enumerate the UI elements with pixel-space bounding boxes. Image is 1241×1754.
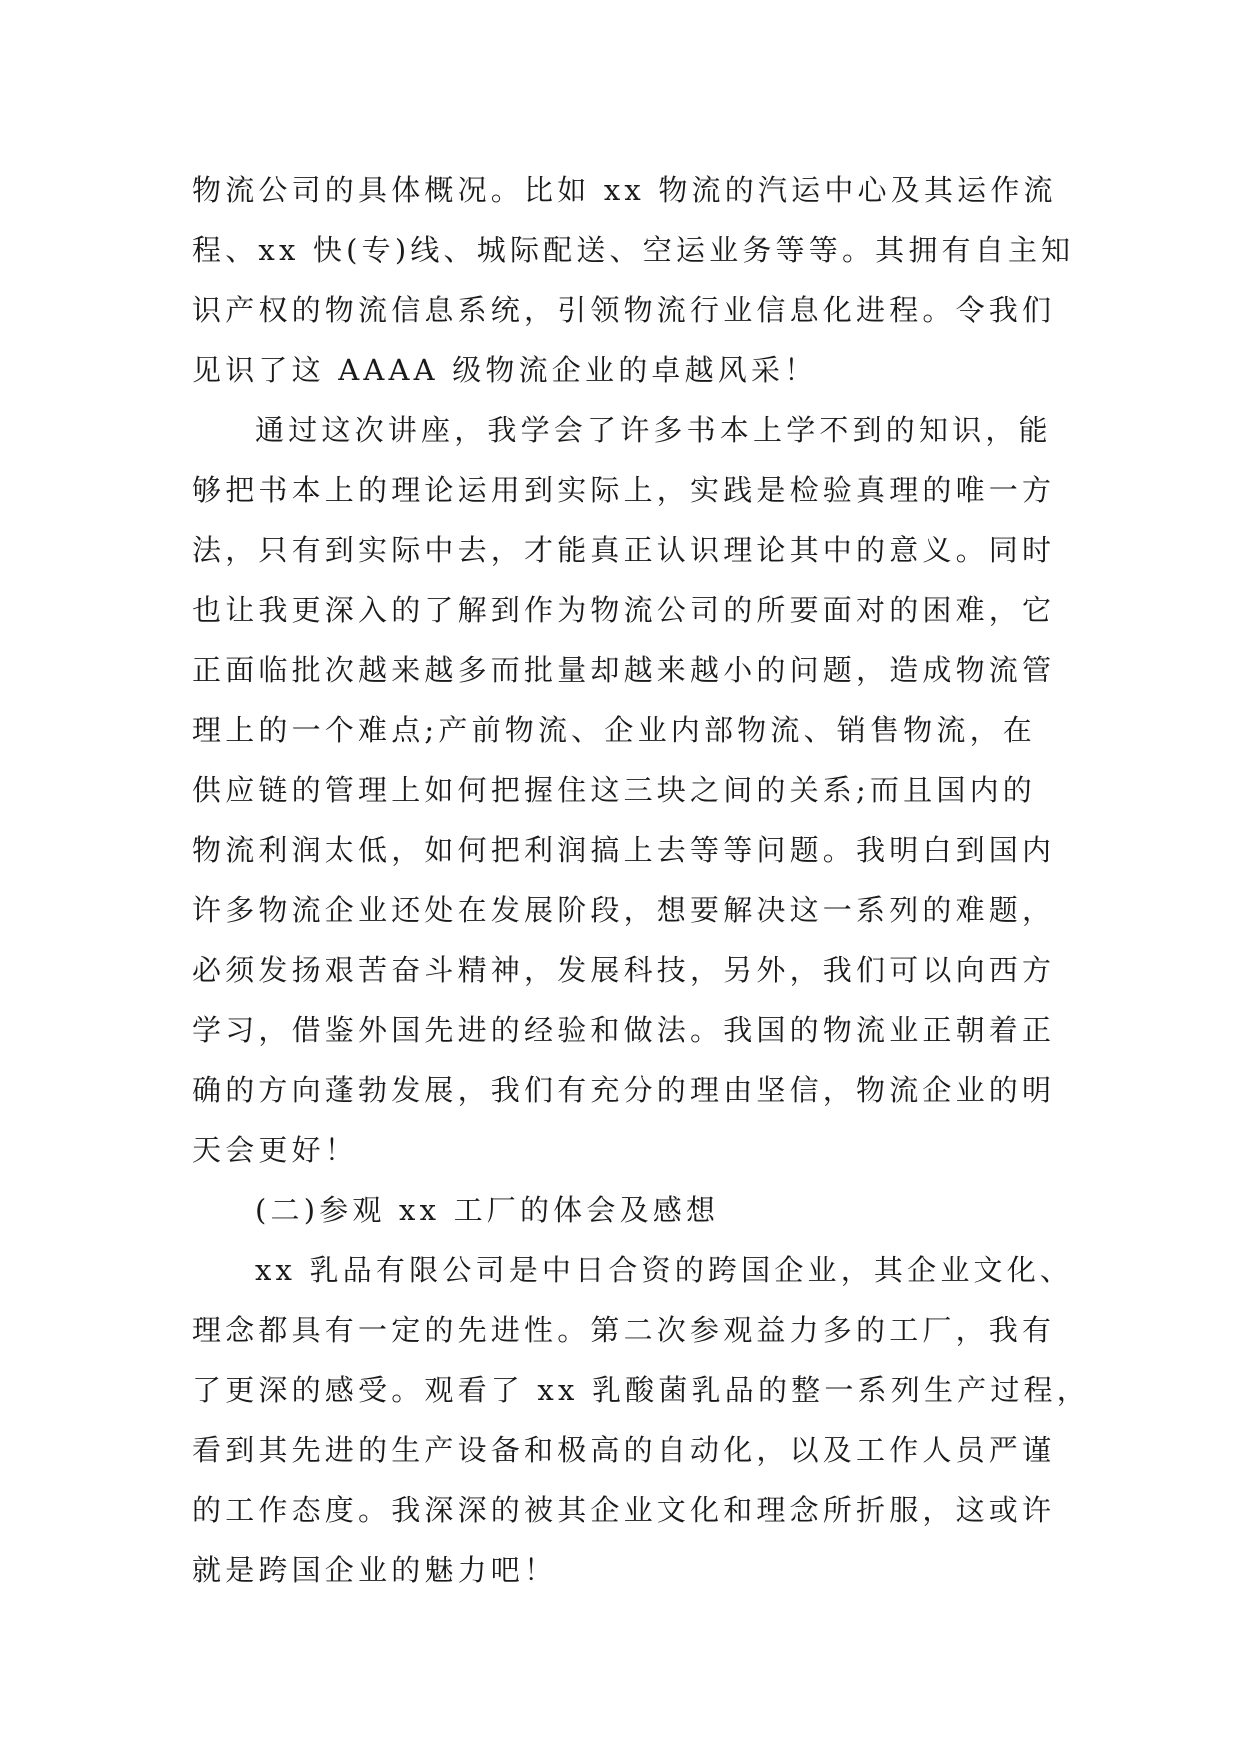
text-line: 的工作态度。我深深的被其企业文化和理念所折服，这或许	[192, 1493, 1056, 1527]
text-line: 供应链的管理上如何把握住这三块之间的关系;而且国内的	[192, 773, 1036, 807]
text-line: 见识了这 AAAA 级物流企业的卓越风采！	[192, 353, 818, 387]
text-line: 看到其先进的生产设备和极高的自动化，以及工作人员严谨	[192, 1433, 1056, 1467]
text-line: 确的方向蓬勃发展，我们有充分的理由坚信，物流企业的明	[192, 1073, 1056, 1107]
text-line: 必须发扬艰苦奋斗精神，发展科技，另外，我们可以向西方	[192, 953, 1056, 987]
text-line: 也让我更深入的了解到作为物流公司的所要面对的困难，它	[192, 593, 1056, 627]
text-line: 够把书本上的理论运用到实际上，实践是检验真理的唯一方	[192, 473, 1056, 507]
text-line: 程、xx 快(专)线、城际配送、空运业务等等。其拥有自主知	[192, 233, 1075, 267]
text-line: 物流公司的具体概况。比如 xx 物流的汽运中心及其运作流	[192, 173, 1057, 207]
text-line: 法，只有到实际中去，才能真正认识理论其中的意义。同时	[192, 533, 1056, 567]
document-body	[192, 160, 1090, 1600]
paragraph-start-line: 通过这次讲座，我学会了许多书本上学不到的知识，能	[255, 413, 1052, 447]
text-line: 物流利润太低，如何把利润搞上去等等问题。我明白到国内	[192, 833, 1056, 867]
section-heading: (二)参观 xx 工厂的体会及感想	[255, 1193, 720, 1227]
text-line: 学习，借鉴外国先进的经验和做法。我国的物流业正朝着正	[192, 1013, 1056, 1047]
text-line: 了更深的感受。观看了 xx 乳酸菌乳品的整一系列生产过程，	[192, 1373, 1090, 1407]
text-line: 正面临批次越来越多而批量却越来越小的问题，造成物流管	[192, 653, 1056, 687]
text-line: 天会更好！	[192, 1133, 359, 1167]
text-line: 理上的一个难点;产前物流、企业内部物流、销售物流，在	[192, 713, 1036, 747]
text-line: 许多物流企业还处在发展阶段，想要解决这一系列的难题，	[192, 893, 1056, 927]
text-line: 识产权的物流信息系统，引领物流行业信息化进程。令我们	[192, 293, 1056, 327]
paragraph-start-line: xx 乳品有限公司是中日合资的跨国企业，其企业文化、	[255, 1253, 1074, 1287]
text-line: 理念都具有一定的先进性。第二次参观益力多的工厂，我有	[192, 1313, 1056, 1347]
text-line: 就是跨国企业的魅力吧！	[192, 1553, 558, 1587]
